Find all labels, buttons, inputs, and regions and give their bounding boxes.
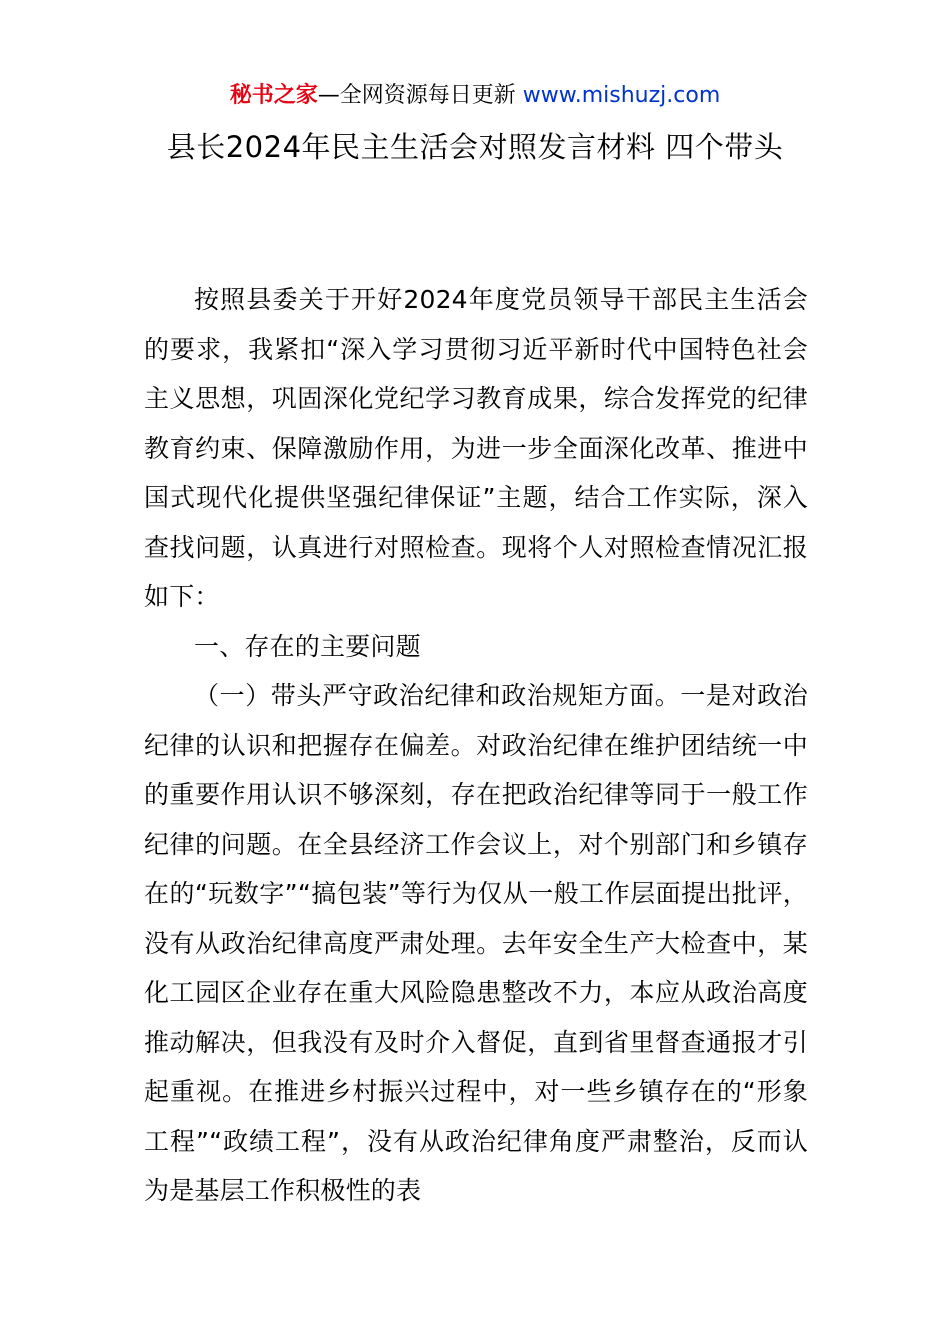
brand-name: 秘书之家	[229, 83, 318, 108]
header-tagline: —全网资源每日更新	[317, 83, 523, 108]
site-url-link[interactable]: www.mishuzj.com	[522, 83, 721, 108]
site-header	[0, 80, 950, 112]
document-title: 县长2024年民主生活会对照发言材料 四个带头	[166, 130, 784, 164]
section-heading: 一、存在的主要问题	[194, 631, 421, 661]
document-body	[144, 275, 808, 1216]
body-paragraph: （一）带头严守政治纪律和政治规矩方面。一是对政治纪律的认识和把握存在偏差。对政治纪律在维护团结统一中的重要作用认识不够深刻，存在把政治纪律等同于一般工作纪律的问题。在全县经济工作会议上，对个别部门和乡镇存在的“玩数字”“搞包装”等行为仅从一般工作层面提出批评，没有从政治纪律高度严肃处理。去年安全生产大检查中，某化工园区企业存在重大风险隐患整改不力，本应从政治高度推动解决，但我没有及时介入督促，直到省里督查通报才引起重视。在推进乡村振兴过程中，对一些乡镇存在的“形象工程”“政绩工程”，没有从政治纪律角度严肃整治，反而认为是基层工作积极性的表	[144, 681, 808, 1205]
intro-paragraph: 按照县委关于开好2024年度党员领导干部民主生活会的要求，我紧扣“深入学习贯彻习近平新时代中国特色社会主义思想，巩固深化党纪学习教育成果，综合发挥党的纪律教育约束、保障激励作用，为进一步全面深化改革、推进中国式现代化提供坚强纪律保证”主题，结合工作实际，深入查找问题，认真进行对照检查。现将个人对照检查情况汇报如下：	[144, 285, 808, 611]
